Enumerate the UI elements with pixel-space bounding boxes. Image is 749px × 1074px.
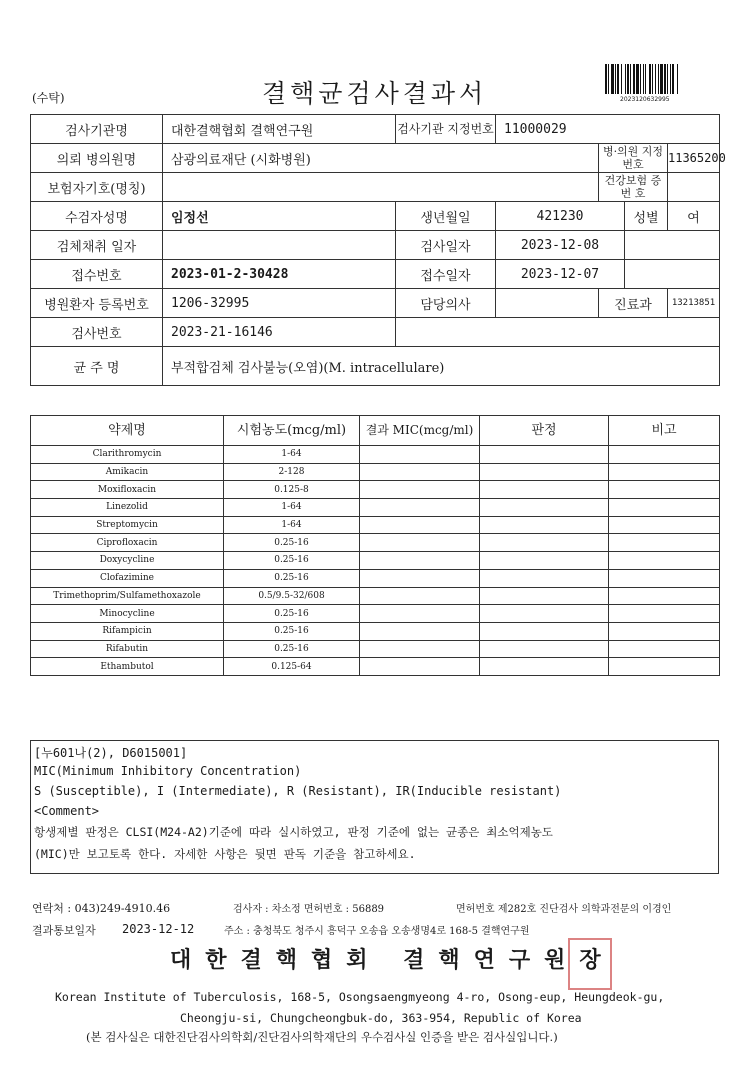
mic-result [360, 622, 480, 640]
document-kind: (수탁) [32, 91, 65, 105]
health-ins-label: 건강보험 증 번 호 [599, 173, 668, 202]
remark [609, 534, 720, 552]
remark [609, 499, 720, 517]
test-concentration: 0.125-8 [224, 481, 360, 499]
hospital-value: 삼광의료재단 (시화병원) [163, 144, 599, 173]
doctor-label: 담당의사 [396, 289, 496, 318]
drug-row [31, 587, 720, 605]
header-judgement: 판정 [480, 416, 609, 446]
sex-label: 성별 [625, 202, 668, 231]
drug-row [31, 499, 720, 517]
barcode-image [605, 64, 690, 98]
blank-cell [625, 231, 720, 260]
header-concentration: 시험농도(mcg/ml) [224, 416, 360, 446]
report-date-label: 결과통보일자 [32, 924, 96, 937]
drug-row [31, 534, 720, 552]
dob-value: 421230 [496, 202, 625, 231]
drug-row [31, 640, 720, 658]
institution-label: 검사기관명 [31, 115, 163, 144]
remark [609, 569, 720, 587]
address-en-line2: Cheongju-si, Chungcheongbuk-do, 363-954, Republic of Korea [180, 1011, 582, 1025]
judgement [480, 569, 609, 587]
test-concentration: 0.5/9.5-32/608 [224, 587, 360, 605]
accreditation-note: (본 검사실은 대한진단검사의학회/진단검사의학재단의 우수검사실 인증을 받은 검사실입니다.) [86, 1030, 558, 1044]
drug-row [31, 658, 720, 676]
judgement [480, 499, 609, 517]
mic-result [360, 605, 480, 623]
header-result: 결과 MIC(mcg/ml) [360, 416, 480, 446]
collection-date-value [163, 231, 396, 260]
blank-cell [625, 260, 720, 289]
drug-row [31, 622, 720, 640]
inst-code-label: 검사기관 지정번호 [396, 115, 496, 144]
drug-name: Moxifloxacin [31, 481, 224, 499]
drug-name: Rifabutin [31, 640, 224, 658]
comment-text-2: (MIC)만 보고토록 한다. 자세한 사항은 뒷면 판독 기준을 참고하세요. [34, 847, 416, 861]
test-no-label: 검사번호 [31, 318, 163, 347]
barcode-number: 2023120632995 [620, 96, 670, 103]
remark [609, 658, 720, 676]
test-concentration: 1-64 [224, 499, 360, 517]
drug-name: Doxycycline [31, 552, 224, 570]
drug-name: Amikacin [31, 463, 224, 481]
remark [609, 516, 720, 534]
test-date-label: 검사일자 [396, 231, 496, 260]
drug-name: Ethambutol [31, 658, 224, 676]
blank-cell [396, 318, 720, 347]
organization-name: 대한결핵협회 결핵연구원장 [170, 948, 615, 973]
document-title: 결핵균검사결과서 [262, 79, 488, 108]
receipt-no-value: 2023-01-2-30428 [163, 260, 396, 289]
judgement [480, 534, 609, 552]
mic-result [360, 640, 480, 658]
contact-info: 연락처 : 043)249-4910.46 [32, 902, 171, 915]
drug-row [31, 569, 720, 587]
header-drug: 약제명 [31, 416, 224, 446]
test-concentration: 1-64 [224, 446, 360, 464]
collection-date-label: 검체채취 일자 [31, 231, 163, 260]
remark [609, 640, 720, 658]
mic-result [360, 569, 480, 587]
judgement [480, 640, 609, 658]
mic-result [360, 658, 480, 676]
license-info: 면허번호 제282호 진단검사 의학과전문의 이경인 [456, 904, 672, 915]
address-en-line1: Korean Institute of Tuberculosis, 168-5, Osongsaengmyeong 4-ro, Osong-eup, Heungdeok-gu, [55, 990, 665, 1004]
dept-label: 진료과 [599, 289, 668, 318]
test-concentration: 0.25-16 [224, 622, 360, 640]
remark [609, 446, 720, 464]
comment-heading: <Comment> [34, 804, 100, 818]
comment-legend: S (Susceptible), I (Intermediate), R (Resistant), IR(Inducible resistant) [34, 784, 562, 798]
remark [609, 463, 720, 481]
judgement [480, 481, 609, 499]
comment-box [30, 740, 719, 874]
remark [609, 605, 720, 623]
judgement [480, 622, 609, 640]
receipt-no-label: 접수번호 [31, 260, 163, 289]
comment-code: [누601나(2), D6015001] [34, 746, 188, 760]
health-ins-value [668, 173, 720, 202]
mic-result [360, 481, 480, 499]
dept-value: 13213851 [668, 289, 720, 318]
doctor-value [496, 289, 599, 318]
inst-code-value: 11000029 [496, 115, 720, 144]
mic-result [360, 463, 480, 481]
remark [609, 481, 720, 499]
patient-name-value: 임정선 [163, 202, 396, 231]
test-concentration: 0.125-64 [224, 658, 360, 676]
judgement [480, 658, 609, 676]
patient-name-label: 수검자성명 [31, 202, 163, 231]
dob-label: 생년월일 [396, 202, 496, 231]
strain-label: 균 주 명 [31, 347, 163, 386]
drug-name: Clofazimine [31, 569, 224, 587]
judgement [480, 605, 609, 623]
comment-mic: MIC(Minimum Inhibitory Concentration) [34, 764, 302, 778]
strain-value: 부적합검체 검사불능(오염)(M. intracellulare) [163, 347, 720, 386]
drug-row [31, 516, 720, 534]
drug-row [31, 605, 720, 623]
test-concentration: 0.25-16 [224, 569, 360, 587]
drug-row [31, 481, 720, 499]
drug-name: Minocycline [31, 605, 224, 623]
drug-susceptibility-table [30, 415, 720, 676]
tester-info: 검사자 : 차소정 면허번호 : 56889 [233, 904, 385, 915]
patient-info-table [30, 114, 726, 386]
drug-row [31, 446, 720, 464]
receipt-date-label: 접수일자 [396, 260, 496, 289]
insured-value [163, 173, 599, 202]
comment-text-1: 항생제별 판정은 CLSI(M24-A2)기준에 따라 실시하였고, 판정 기준에 없는 균종은 최소억제농도 [34, 825, 553, 839]
drug-name: Linezolid [31, 499, 224, 517]
test-concentration: 0.25-16 [224, 534, 360, 552]
mic-result [360, 446, 480, 464]
test-concentration: 1-64 [224, 516, 360, 534]
drug-row [31, 552, 720, 570]
clinic-code-value: 11365200 [668, 144, 720, 173]
mic-result [360, 587, 480, 605]
test-concentration: 0.25-16 [224, 552, 360, 570]
remark [609, 552, 720, 570]
remark [609, 587, 720, 605]
hospital-label: 의뢰 병의원명 [31, 144, 163, 173]
judgement [480, 516, 609, 534]
judgement [480, 446, 609, 464]
address-kr: 주소 : 충청북도 청주시 흥덕구 오송읍 오송생명4로 168-5 결핵연구원 [224, 926, 530, 937]
test-concentration: 0.25-16 [224, 640, 360, 658]
test-no-value: 2023-21-16146 [163, 318, 396, 347]
hosp-reg-value: 1206-32995 [163, 289, 396, 318]
judgement [480, 463, 609, 481]
mic-result [360, 499, 480, 517]
header-remark: 비고 [609, 416, 720, 446]
drug-row [31, 463, 720, 481]
drug-name: Rifampicin [31, 622, 224, 640]
test-concentration: 2-128 [224, 463, 360, 481]
judgement [480, 587, 609, 605]
sex-value: 여 [668, 202, 720, 231]
insured-label: 보험자기호(명칭) [31, 173, 163, 202]
report-date-value: 2023-12-12 [122, 922, 195, 936]
test-date-value: 2023-12-08 [496, 231, 625, 260]
mic-result [360, 552, 480, 570]
institution-value: 대한결핵협회 결핵연구원 [163, 115, 396, 144]
clinic-code-label: 병·의원 지정번호 [599, 144, 668, 173]
hosp-reg-label: 병원환자 등록번호 [31, 289, 163, 318]
drug-name: Streptomycin [31, 516, 224, 534]
receipt-date-value: 2023-12-07 [496, 260, 625, 289]
mic-result [360, 534, 480, 552]
remark [609, 622, 720, 640]
mic-result [360, 516, 480, 534]
judgement [480, 552, 609, 570]
drug-name: Trimethoprim/Sulfamethoxazole [31, 587, 224, 605]
drug-name: Clarithromycin [31, 446, 224, 464]
test-concentration: 0.25-16 [224, 605, 360, 623]
drug-name: Ciprofloxacin [31, 534, 224, 552]
